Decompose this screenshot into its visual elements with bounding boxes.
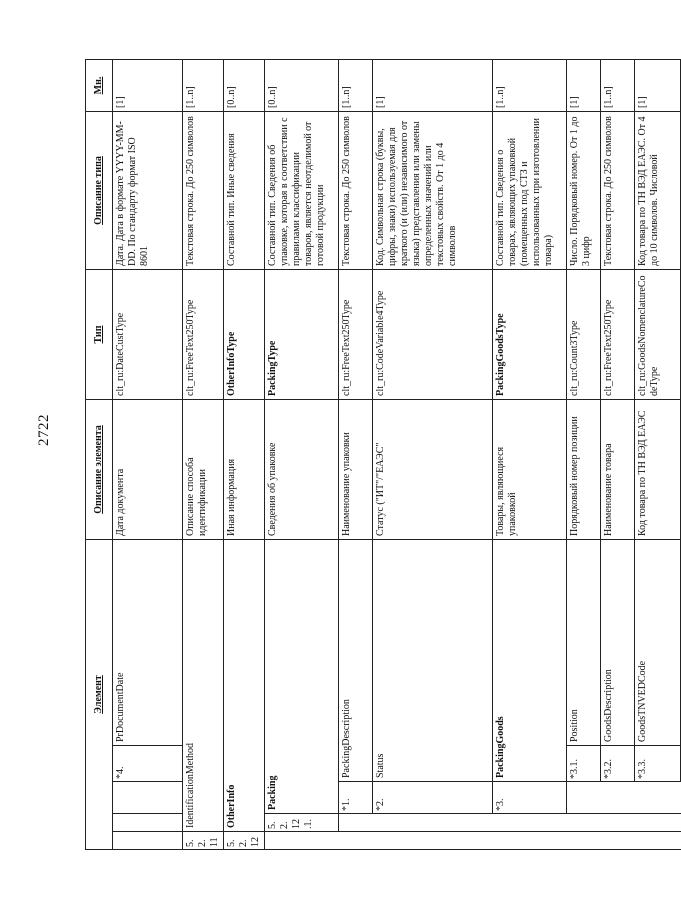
- element-name: OtherInfo: [224, 540, 265, 832]
- indent-cell: [373, 814, 493, 832]
- indent-cell: [567, 782, 601, 814]
- element-description: Описание способа идентификации: [183, 400, 224, 540]
- element-description: Иная информация: [224, 400, 265, 540]
- row-number: *3.3.: [635, 746, 681, 782]
- multiplicity: [1..n]: [601, 60, 635, 112]
- multiplicity: [1..n]: [493, 60, 567, 112]
- element-type: clt_ru:CodeVariable4Type: [373, 270, 493, 400]
- element-name: PackingDescription: [339, 540, 373, 782]
- page-number: 2722: [36, 414, 52, 446]
- table-row: [601, 60, 635, 850]
- element-description: Наименование товара: [601, 400, 635, 540]
- element-name: GoodsDescription: [601, 540, 635, 746]
- row-number: 5.2.12.1.: [265, 814, 339, 832]
- table-row: [339, 60, 373, 850]
- row-number: 5.2.11: [183, 832, 224, 850]
- type-description: Составной тип. Иные сведения: [224, 112, 265, 270]
- table-row: [493, 60, 567, 850]
- row-number: *3.1.: [567, 746, 601, 782]
- row-number: *3.2.: [601, 746, 635, 782]
- multiplicity: [1]: [635, 60, 681, 112]
- element-name: Position: [567, 540, 601, 746]
- type-description: Текстовая строка. До 250 символов: [183, 112, 224, 270]
- indent-cell: [339, 814, 373, 832]
- table-row: [224, 60, 265, 850]
- type-description: Число. Порядковый номер. От 1 до 3 цифр: [567, 112, 601, 270]
- indent-cell: [339, 832, 373, 850]
- table-row: [113, 60, 183, 850]
- element-description: Товары, являющиеся упаковкой: [493, 400, 567, 540]
- indent-cell: [635, 782, 681, 814]
- row-number: 5.2.12: [224, 832, 265, 850]
- element-type: clt_ru:FreeText250Type: [339, 270, 373, 400]
- element-type: PackingGoodsType: [493, 270, 567, 400]
- element-name: Status: [373, 540, 493, 782]
- header-row: [86, 60, 113, 850]
- element-name: PackingGoods: [493, 540, 567, 782]
- type-description: Составной тип. Сведения об упаковке, которая в соответствии с правилами классификации товаров, является неотделимой от готовой продукции: [265, 112, 339, 270]
- indent-cell: [113, 782, 183, 814]
- type-description: Код. Символьная строка (буквы, цифры, знаки) используемая для краткого (и (или) независимого от языка) представления или замены определенных значений или текстовых свойств. От 1 до 4 символов: [373, 112, 493, 270]
- multiplicity: [1..n]: [339, 60, 373, 112]
- element-description: Порядковый номер позиции: [567, 400, 601, 540]
- element-type: clt_ru:FreeText250Type: [601, 270, 635, 400]
- element-description: Наименование упаковки: [339, 400, 373, 540]
- type-description: Дата. Дата в формате YYYY-MM-DD. По стандарту формат ISO 8601: [113, 112, 183, 270]
- header-multiplicity: Мн.: [86, 60, 113, 112]
- table-row: [265, 60, 339, 850]
- element-name: Packing: [265, 540, 339, 814]
- element-description: Статус ("ИТ"/"ЕАЭС": [373, 400, 493, 540]
- header-description: Описание элемента: [86, 400, 113, 540]
- indent-cell: [113, 814, 183, 832]
- type-description: Текстовая строка. До 250 символов: [601, 112, 635, 270]
- table-row: [635, 60, 681, 850]
- header-element: Элемент: [86, 540, 113, 850]
- indent-cell: [567, 814, 601, 832]
- indent-cell: [601, 832, 635, 850]
- indent-cell: [493, 814, 567, 832]
- multiplicity: [1]: [567, 60, 601, 112]
- type-description: Текстовая строка. До 250 символов: [339, 112, 373, 270]
- table-row: [373, 60, 493, 850]
- multiplicity: [1..n]: [183, 60, 224, 112]
- element-type: PackingType: [265, 270, 339, 400]
- element-name: PrDocumentDate: [113, 540, 183, 746]
- indent-cell: [493, 832, 567, 850]
- element-type: clt_ru:GoodsNomenclatureCodeType: [635, 270, 681, 400]
- multiplicity: [0..n]: [224, 60, 265, 112]
- indent-cell: [113, 832, 183, 850]
- indent-cell: [265, 832, 339, 850]
- row-number: *1.: [339, 782, 373, 814]
- header-type: Тип: [86, 270, 113, 400]
- row-number: *2.: [373, 782, 493, 814]
- spec-table-rotated: [85, 60, 660, 850]
- multiplicity: [1]: [373, 60, 493, 112]
- element-description: Код товара по ТН ВЭД ЕАЭС: [635, 400, 681, 540]
- element-type: OtherInfoType: [224, 270, 265, 400]
- element-type: clt_ru:FreeText250Type: [183, 270, 224, 400]
- table-row: [183, 60, 224, 850]
- indent-cell: [601, 782, 635, 814]
- multiplicity: [0..n]: [265, 60, 339, 112]
- spec-table: [85, 59, 681, 850]
- element-name: IdentificationMethod: [183, 540, 224, 832]
- indent-cell: [635, 814, 681, 832]
- row-number: *4.: [113, 746, 183, 782]
- element-name: GoodsTNVEDCode: [635, 540, 681, 746]
- indent-cell: [373, 832, 493, 850]
- element-description: Сведения об упаковке: [265, 400, 339, 540]
- element-type: clt_ru:DateCustType: [113, 270, 183, 400]
- header-type-description: Описание типа: [86, 112, 113, 270]
- indent-cell: [635, 832, 681, 850]
- indent-cell: [601, 814, 635, 832]
- element-type: clt_ru:Count3Type: [567, 270, 601, 400]
- multiplicity: [1]: [113, 60, 183, 112]
- table-row: [567, 60, 601, 850]
- element-description: Дата документа: [113, 400, 183, 540]
- type-description: Код товара по ТН ВЭД ЕАЭС. От 4 до 10 символов. Числовой: [635, 112, 681, 270]
- indent-cell: [567, 832, 601, 850]
- type-description: Составной тип. Сведения о товарах, являющих упаковкой (помещенных под СТЗ и использованных при изготовлении товара): [493, 112, 567, 270]
- row-number: *3.: [493, 782, 567, 814]
